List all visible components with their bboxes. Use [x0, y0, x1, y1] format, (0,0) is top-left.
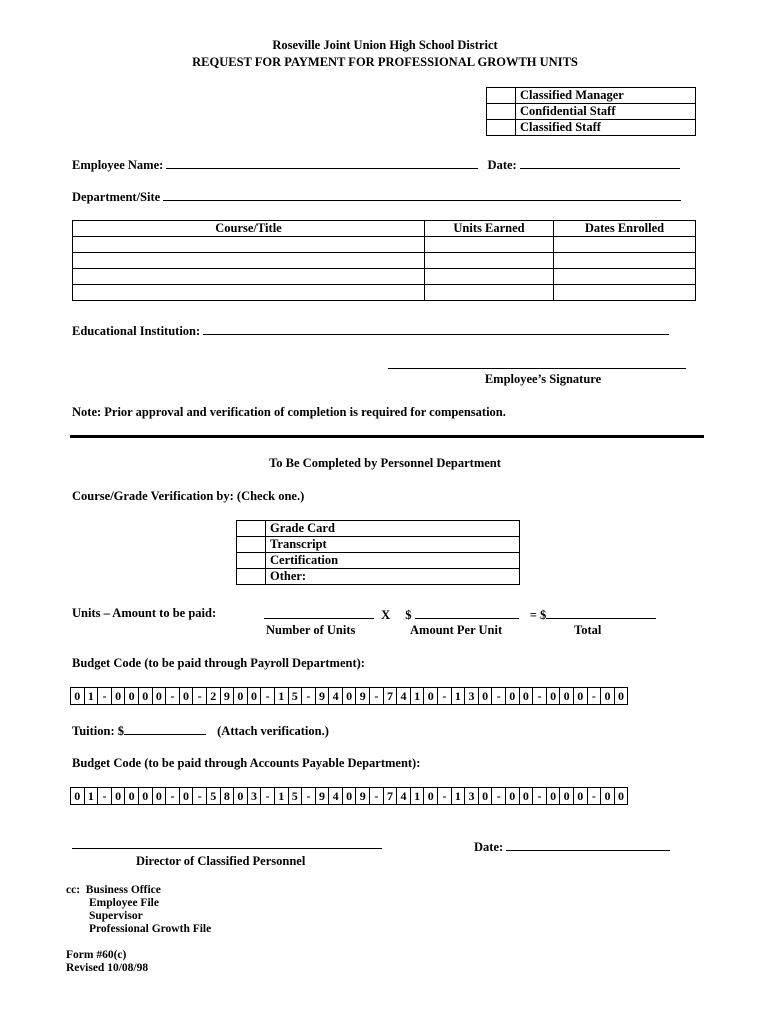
budget-code-char: 0	[180, 688, 194, 704]
budget-code-char: 1	[85, 688, 99, 704]
verification-option: Certification	[266, 553, 520, 569]
units-cell[interactable]	[425, 253, 554, 269]
budget-code-char: 5	[289, 688, 303, 704]
department-site-label: Department/Site	[72, 190, 161, 204]
total-caption: Total	[574, 623, 602, 637]
form-number: Form #60(c)	[66, 949, 127, 961]
verification-label: Course/Grade Verification by: (Check one.)	[72, 489, 305, 503]
cc-label: cc:	[66, 884, 81, 896]
form-title: REQUEST FOR PAYMENT FOR PROFESSIONAL GROWTH UNITS	[192, 55, 578, 69]
budget-code-char: -	[492, 788, 506, 804]
date-field[interactable]	[520, 156, 680, 169]
cc-block	[66, 884, 211, 936]
dollar-sign: $	[405, 608, 412, 622]
total-field[interactable]	[546, 606, 656, 619]
budget-code-char: -	[533, 688, 547, 704]
budget-code-char: 0	[547, 788, 561, 804]
budget-code-char: 0	[424, 788, 438, 804]
course-cell[interactable]	[73, 285, 425, 301]
date-label: Date:	[487, 158, 517, 172]
budget-code-char: 1	[452, 688, 466, 704]
budget-code-char: 4	[329, 688, 343, 704]
budget-code-char: 0	[520, 788, 534, 804]
course-cell[interactable]	[73, 269, 425, 285]
budget-code-char: 0	[601, 788, 615, 804]
budget-code-char: 0	[560, 788, 574, 804]
employee-name-field[interactable]	[166, 156, 478, 169]
verification-checkbox[interactable]	[237, 553, 266, 569]
budget-code-char: -	[302, 688, 316, 704]
amount-per-unit-caption: Amount Per Unit	[410, 623, 503, 637]
tuition-label: Tuition: $	[72, 724, 124, 738]
number-of-units-caption: Number of Units	[266, 623, 356, 637]
personnel-section-title: To Be Completed by Personnel Department	[269, 456, 501, 470]
budget-code-char: 0	[139, 788, 153, 804]
director-label: Director of Classified Personnel	[136, 854, 306, 868]
budget-code-char: 9	[356, 688, 370, 704]
units-cell[interactable]	[425, 237, 554, 253]
cc-item: Business Office	[85, 884, 161, 896]
units-amount-label: Units – Amount to be paid:	[72, 606, 217, 620]
budget-code-char: 0	[125, 788, 139, 804]
budget-code-char: -	[261, 688, 275, 704]
units-cell[interactable]	[425, 269, 554, 285]
budget-code-char: 0	[343, 688, 357, 704]
dates-cell[interactable]	[554, 253, 696, 269]
budget-code-char: 8	[221, 788, 235, 804]
budget-code-char: 0	[71, 688, 85, 704]
budget-code-char: 0	[601, 688, 615, 704]
category-checkbox[interactable]	[487, 104, 516, 120]
table-row	[73, 237, 696, 253]
revised-date: Revised 10/08/98	[66, 962, 149, 974]
budget-code-char: 0	[560, 688, 574, 704]
budget-code-char: 3	[465, 788, 479, 804]
budget-code-char: 0	[520, 688, 534, 704]
budget-code-char: 0	[479, 688, 493, 704]
budget-code-char: 0	[153, 688, 167, 704]
table-row	[73, 269, 696, 285]
budget-code-char: 0	[343, 788, 357, 804]
units-cell[interactable]	[425, 285, 554, 301]
verification-checkbox[interactable]	[237, 537, 266, 553]
course-cell[interactable]	[73, 237, 425, 253]
budget-code-char: 1	[275, 788, 289, 804]
budget-code-char: 0	[618, 689, 625, 703]
budget-code-char: -	[261, 788, 275, 804]
budget-code-char: 4	[397, 688, 411, 704]
budget-code-char: 1	[452, 788, 466, 804]
budget-code-char: 3	[248, 788, 262, 804]
employee-signature-line[interactable]	[388, 356, 686, 369]
cc-item: Employee File	[89, 897, 159, 909]
budget-code-char: -	[492, 688, 506, 704]
category-table	[486, 87, 696, 136]
verification-option[interactable]: Other:	[266, 569, 520, 585]
budget-code-char: -	[438, 688, 452, 704]
budget-code-char: -	[370, 788, 384, 804]
department-site-field[interactable]	[163, 188, 681, 201]
verification-table	[236, 520, 520, 585]
budget-code-char: 0	[139, 688, 153, 704]
budget-code-char: 9	[316, 688, 330, 704]
verification-option: Transcript	[266, 537, 520, 553]
budget-code-char: 0	[547, 688, 561, 704]
course-title-header: Course/Title	[73, 221, 425, 237]
budget-code-char: 9	[356, 788, 370, 804]
budget-code-char: 5	[289, 788, 303, 804]
budget-code-char: 7	[384, 788, 398, 804]
category-label: Confidential Staff	[516, 104, 696, 120]
budget-code-char: -	[533, 788, 547, 804]
budget-ap-code	[70, 787, 628, 805]
course-table	[72, 220, 696, 301]
budget-code-char: -	[588, 788, 602, 804]
amount-per-unit-field[interactable]	[415, 606, 519, 619]
tuition-note: (Attach verification.)	[217, 724, 329, 738]
budget-code-char: -	[98, 688, 112, 704]
budget-code-char: 0	[71, 788, 85, 804]
budget-code-char: 4	[329, 788, 343, 804]
budget-code-char: 5	[207, 788, 221, 804]
budget-code-char: -	[588, 688, 602, 704]
dates-cell[interactable]	[554, 237, 696, 253]
budget-code-char: 9	[316, 788, 330, 804]
budget-code-char: 0	[112, 688, 126, 704]
budget-code-char: -	[438, 788, 452, 804]
verification-option: Grade Card	[266, 521, 520, 537]
budget-code-char: -	[302, 788, 316, 804]
budget-code-char: 2	[207, 688, 221, 704]
budget-code-char: 7	[384, 688, 398, 704]
employee-name-label: Employee Name:	[72, 158, 164, 172]
approval-note: Note: Prior approval and verification of completion is required for compensation.	[72, 405, 506, 419]
director-signature-line[interactable]	[72, 836, 382, 849]
budget-code-char: 0	[618, 789, 625, 803]
director-date-label: Date:	[474, 840, 504, 854]
budget-code-char: 0	[180, 788, 194, 804]
budget-code-char: 1	[411, 688, 425, 704]
budget-code-char: -	[166, 688, 180, 704]
educational-institution-field[interactable]	[203, 322, 669, 335]
section-divider	[70, 435, 704, 438]
dates-cell[interactable]	[554, 285, 696, 301]
table-row	[73, 253, 696, 269]
budget-code-char: 0	[112, 788, 126, 804]
budget-code-char: 0	[153, 788, 167, 804]
budget-code-char: 1	[275, 688, 289, 704]
budget-payroll-label: Budget Code (to be paid through Payroll Department):	[72, 656, 365, 670]
budget-code-char: 1	[85, 788, 99, 804]
budget-code-char: 0	[479, 788, 493, 804]
budget-code-char: 0	[506, 788, 520, 804]
verification-checkbox[interactable]	[237, 521, 266, 537]
category-checkbox[interactable]	[487, 120, 516, 136]
budget-code-char: -	[370, 688, 384, 704]
verification-checkbox[interactable]	[237, 569, 266, 585]
cc-item: Supervisor	[89, 910, 143, 922]
cc-item: Professional Growth File	[89, 923, 212, 935]
budget-code-char: 0	[234, 688, 248, 704]
category-checkbox[interactable]	[487, 88, 516, 104]
budget-code-char: 0	[506, 688, 520, 704]
budget-code-char: 0	[248, 688, 262, 704]
budget-ap-label: Budget Code (to be paid through Accounts Payable Department):	[72, 756, 421, 770]
budget-code-char: 0	[574, 788, 588, 804]
number-of-units-field[interactable]	[264, 606, 374, 619]
director-date-field[interactable]	[506, 838, 670, 851]
tuition-field[interactable]	[124, 722, 206, 735]
budget-code-char: 0	[574, 688, 588, 704]
budget-code-char: 1	[411, 788, 425, 804]
budget-code-char: 4	[397, 788, 411, 804]
budget-code-char: -	[193, 688, 207, 704]
budget-code-char: 9	[221, 688, 235, 704]
employee-signature-label: Employee’s Signature	[484, 372, 602, 386]
budget-code-char: -	[98, 788, 112, 804]
budget-code-char: 3	[465, 688, 479, 704]
district-name: Roseville Joint Union High School District	[272, 38, 498, 52]
course-cell[interactable]	[73, 253, 425, 269]
category-label: Classified Manager	[516, 88, 696, 104]
category-label: Classified Staff	[516, 120, 696, 136]
dates-enrolled-header: Dates Enrolled	[554, 221, 696, 237]
units-earned-header: Units Earned	[425, 221, 554, 237]
budget-code-char: -	[166, 788, 180, 804]
educational-institution-label: Educational Institution:	[72, 324, 201, 338]
dates-cell[interactable]	[554, 269, 696, 285]
budget-code-char: 0	[125, 688, 139, 704]
table-row	[73, 285, 696, 301]
multiply-symbol: X	[381, 608, 391, 622]
budget-code-char: 0	[234, 788, 248, 804]
equals-dollar: = $	[529, 608, 547, 622]
budget-payroll-code	[70, 687, 628, 705]
budget-code-char: -	[193, 788, 207, 804]
budget-code-char: 0	[424, 688, 438, 704]
